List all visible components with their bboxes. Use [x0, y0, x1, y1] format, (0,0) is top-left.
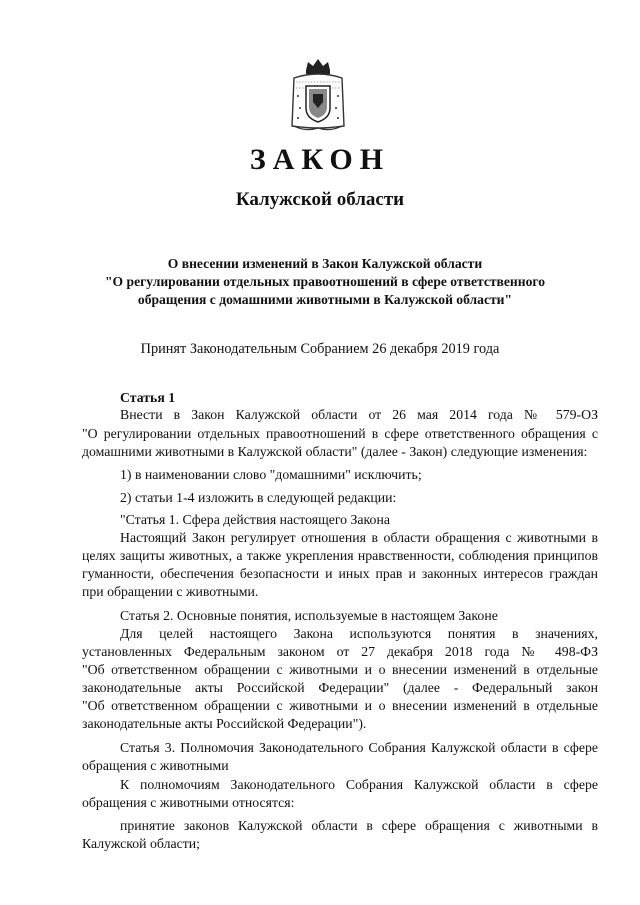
paragraph-line: установленных Федеральным законом от 27 декабря 2018 года № 498-ФЗ	[82, 644, 598, 659]
paragraph-line: "Об ответственном обращении с животными и о внесении изменений в отдельные	[82, 662, 598, 677]
paragraph-line: гуманности, обеспечения безопасности и иных прав и законных интересов граждан	[82, 566, 598, 581]
paragraph-line: "О регулировании отдельных правоотношений в сфере ответственного обращения с	[82, 426, 598, 441]
document-title: ЗАКОН	[249, 143, 391, 176]
article-1-heading: Статья 1	[120, 390, 176, 405]
paragraph-line: домашними животными в Калужской области" (далее - Закон) следующие изменения:	[82, 444, 588, 459]
article-3-title: обращения с животными	[82, 758, 229, 773]
amendment-item-1: 1) в наименовании слово "домашними" исключить;	[120, 467, 422, 482]
law-heading	[100, 255, 550, 309]
paragraph-line: К полномочиям Законодательного Собрания Калужской области в сфере	[120, 777, 598, 792]
document-subtitle: Калужской области	[235, 189, 405, 210]
article-2-title: Статья 2. Основные понятия, используемые в настоящем Законе	[120, 608, 498, 623]
law-heading-line: О внесении изменений в Закон Калужской области	[167, 256, 483, 271]
law-heading-line: обращения с домашними животными в Калужской области"	[137, 292, 513, 307]
law-heading-line: "О регулировании отдельных правоотношений в сфере ответственного	[104, 274, 546, 289]
paragraph-line: законодательные акты Российской Федерации" (далее - Федеральный закон	[82, 680, 598, 695]
paragraph-line: обращения с животными относятся:	[82, 795, 295, 810]
amendment-item-2: 2) статьи 1-4 изложить в следующей редакции:	[120, 490, 397, 505]
paragraph-line: при обращении с животными.	[82, 584, 259, 599]
paragraph-line: Настоящий Закон регулирует отношения в области обращения с животными в	[120, 530, 598, 545]
paragraph-line: "Об ответственном обращении с животными и о внесении изменений в отдельные	[82, 698, 598, 713]
paragraph-line: целях защиты животных, а также укрепления нравственности, соблюдения принципов	[82, 548, 598, 563]
coat-of-arms-emblem	[286, 56, 350, 132]
paragraph-line: Калужской области;	[82, 836, 200, 851]
paragraph-line: Для целей настоящего Закона используются понятия в значениях,	[120, 626, 598, 641]
paragraph-line: принятие законов Калужской области в сфере обращения с животными в	[120, 818, 598, 833]
paragraph-line: Внести в Закон Калужской области от 26 мая 2014 года № 579-ОЗ	[120, 407, 598, 422]
article-1-title: "Статья 1. Сфера действия настоящего Закона	[120, 512, 390, 527]
adoption-line: Принят Законодательным Собранием 26 декабря 2019 года	[140, 341, 500, 357]
paragraph-line: законодательные акты Российской Федерации").	[82, 716, 367, 731]
article-3-title: Статья 3. Полномочия Законодательного Собрания Калужской области в сфере	[120, 740, 598, 755]
